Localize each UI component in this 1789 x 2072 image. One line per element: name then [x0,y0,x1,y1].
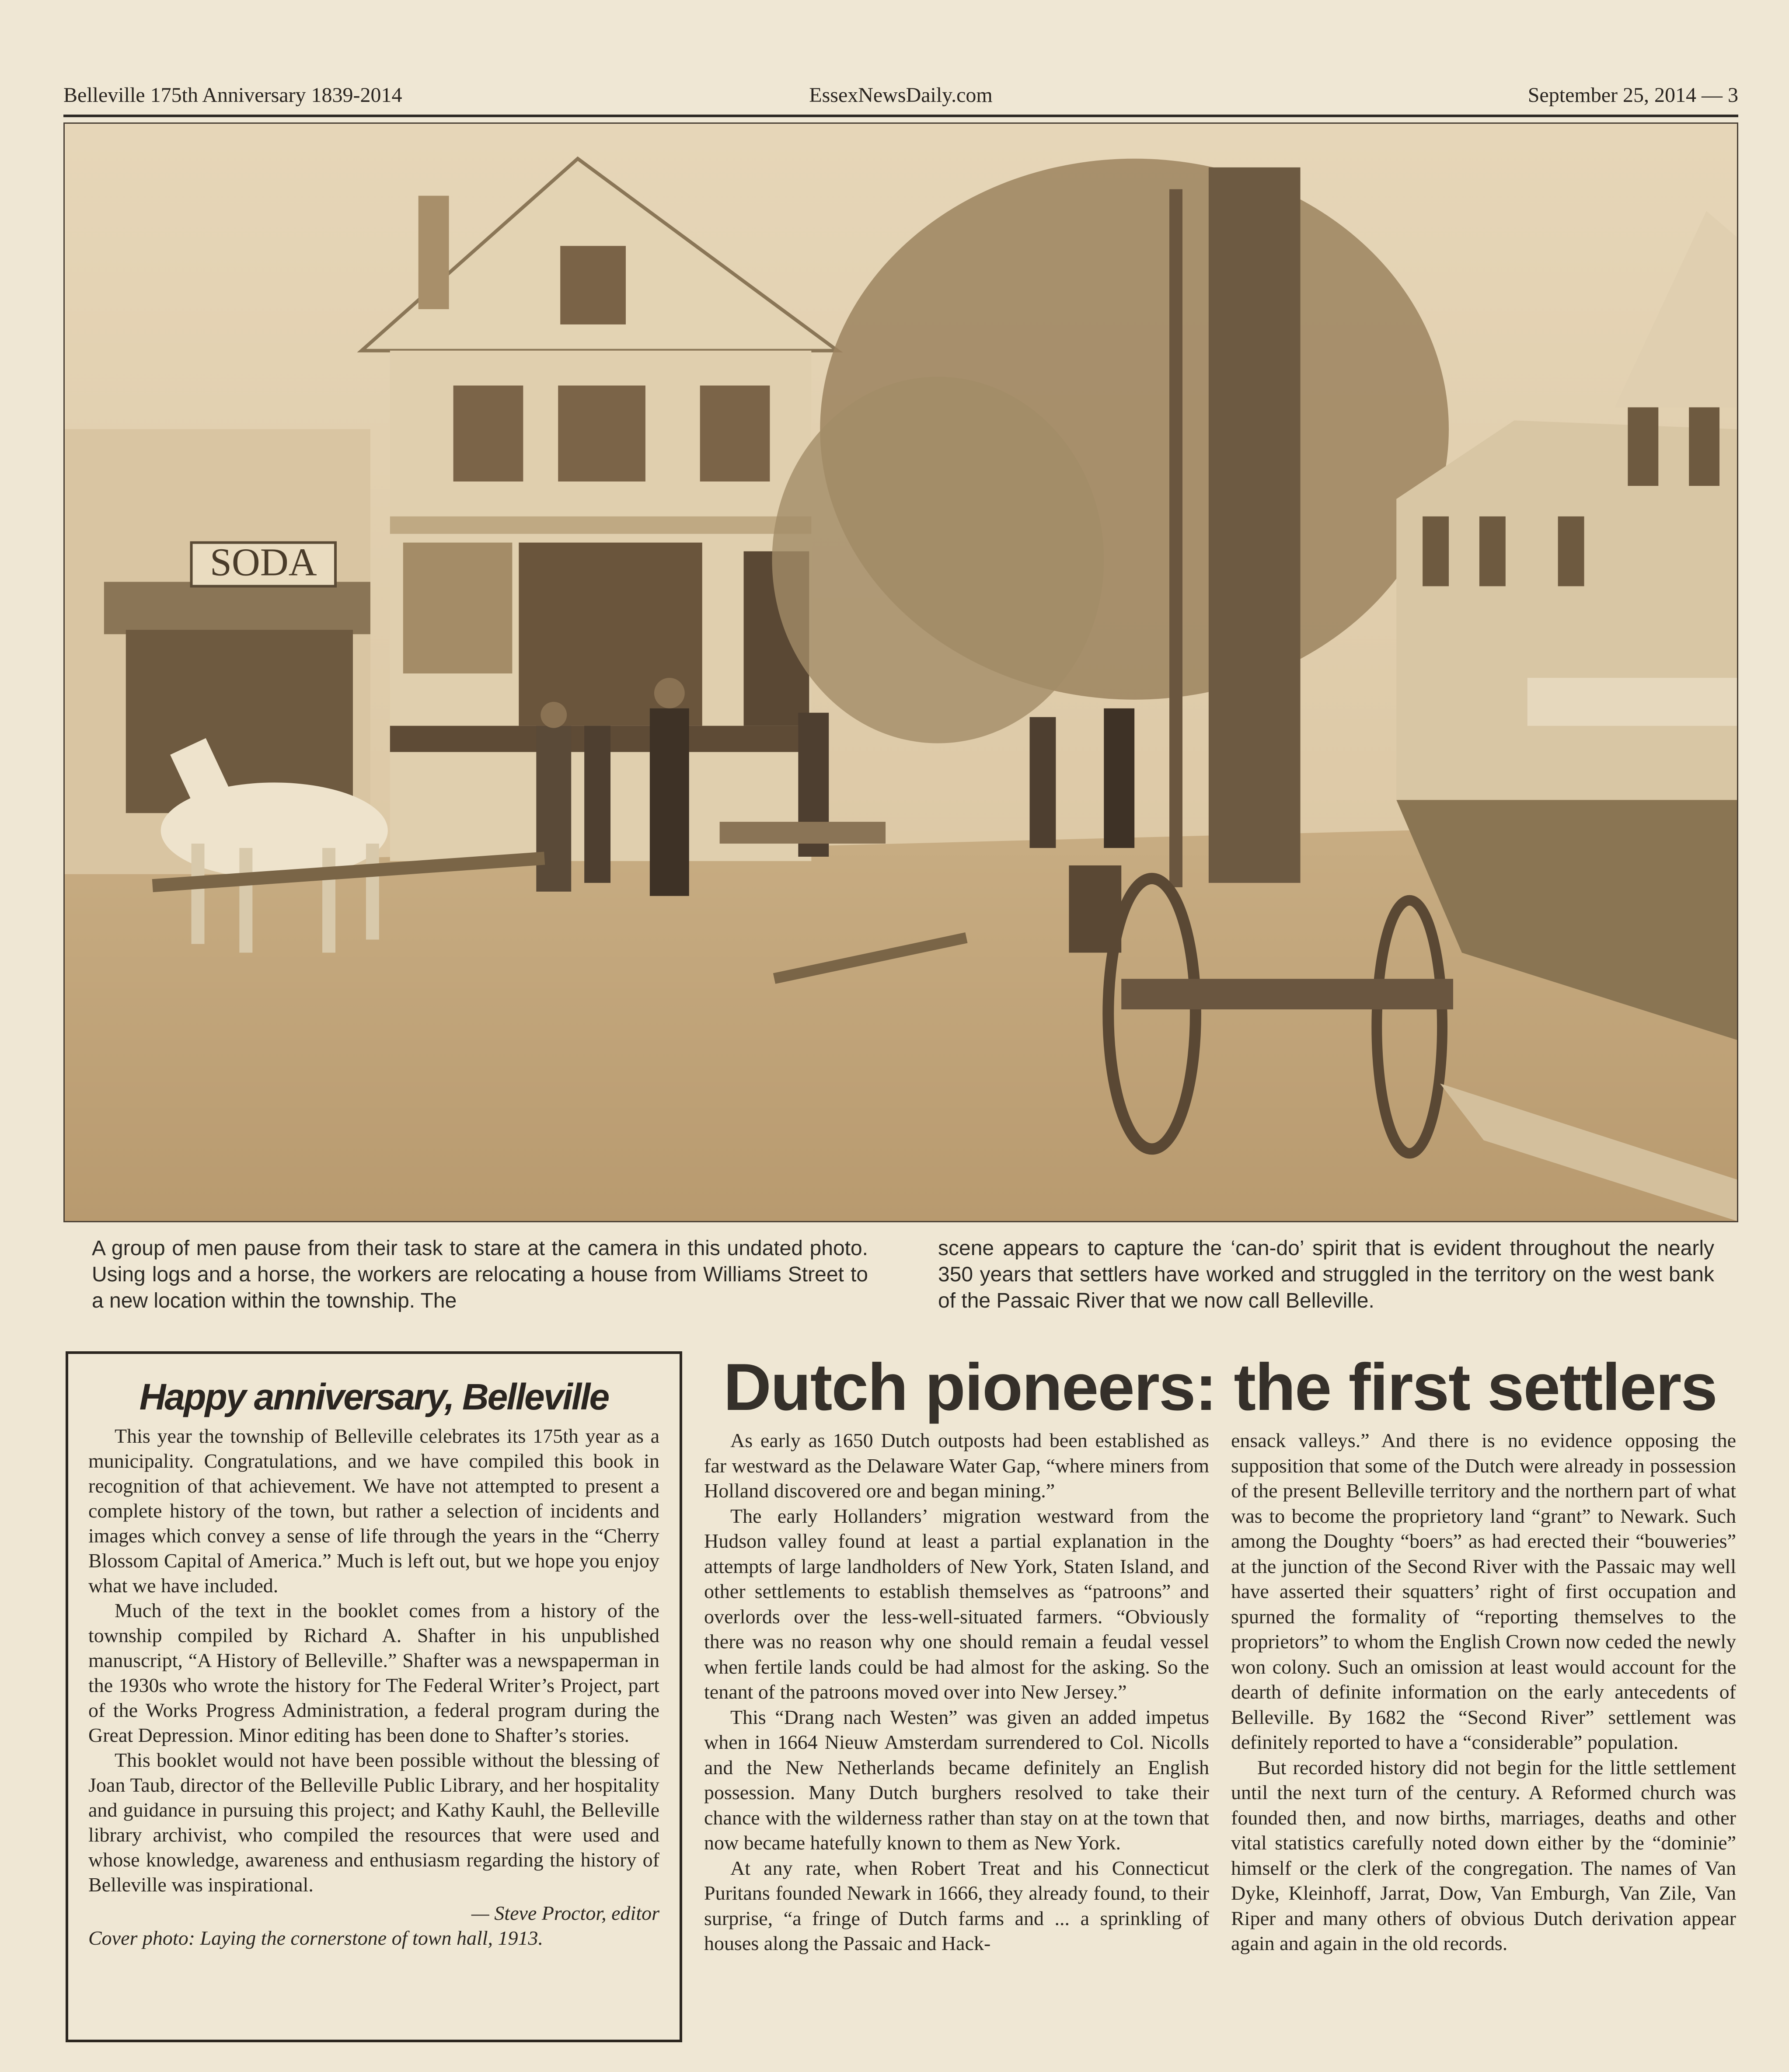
article-paragraph: At any rate, when Robert Treat and his Connecticut Puritans founded Newark in 1666, they already found, to their surprise, “a fringe of Dutch farms and ... a sprinkling of houses along the Passaic and Hack- [704,1856,1209,1954]
box-paragraph: Much of the text in the booklet comes from a history of the township compiled by Richard A. Shafter in his unpublished manuscript, “A History of Belleville.” Shafter was a newspaperman in the 1930s who wrote the history for The Federal Writer’s Project, part of the Works Progress Administration, a federal program during the Great Depression. Minor editing has been done to Shafter’s stories. [88,1599,659,1746]
cover-photo-note: Cover photo: Laying the cornerstone of town hall, 1913. [88,1927,544,1949]
caption-left: A group of men pause from their task to stare at the camera in this undated photo. Using logs and a horse, the workers are relocating a house from Williams Street to a new location within the township. The [92,1237,868,1312]
editor-signature: — Steve Proctor, editor [471,1902,659,1924]
article-column-2 [1231,1428,1736,1956]
box-paragraph: This booklet would not have been possible without the blessing of Joan Taub, director of the Belleville Public Library, and her hospitality and guidance in pursuing this project; and Kathy Kauhl, the Belleville library archivist, who compiled the resources that were used and whose knowledge, awareness and enthusiasm regarding the history of Belleville was inspirational. [88,1749,659,1896]
editor-note-box [66,1351,682,2042]
article-paragraph: As early as 1650 Dutch outposts had been established as far westward as the Delaware Water Gap, “where miners from Holland discovered ore and began mining.” [704,1429,1209,1502]
article-paragraph: But recorded history did not begin for the little settlement until the next turn of the century. A Reformed church was founded then, and now births, marriages, deaths and other vital statistics carefully noted down either by the “dominie” himself or the clerk of the congregation. The names of Van Dyke, Kleinhoff, Jarrat, Dow, Van Emburgh, Van Zile, Van Riper and many others of obvious Dutch derivation appear again and again in the old records. [1231,1756,1736,1954]
caption-right: scene appears to capture the ‘can-do’ spirit that is evident throughout the nearly 350 years that settlers have worked and struggled in the territory on the west bank of the Passaic River that we now call Belleville. [938,1237,1714,1312]
page-header [63,83,1738,114]
soda-sign: SODA [209,541,317,584]
historic-photo [63,122,1738,1222]
header-website: EssexNewsDaily.com [809,84,993,107]
header-rule [63,115,1738,117]
box-title: Happy anniversary, Belleville [139,1376,609,1417]
article-paragraph: ensack valleys.” And there is no evidence opposing the supposition that some of the Dutch were already in possession of the present Belleville territory and the northern part of what was to become the proprietory land “grant” to Newark. Such among the Doughty “boers” as had erected their “bouweries” at the junction of the Second River with the Passaic may well have asserted their squatters’ right of first occupation and spurned the formality of “reporting themselves to the proprietors” to whom the English Crown now ceded the newly won colony. Such an omission at least would account for the dearth of definite information on the early antecedents of Belleville. By 1682 the “Second River” settlement was definitely reported to have a “considerable” population. [1231,1429,1736,1753]
header-section-title: Belleville 175th Anniversary 1839-2014 [63,84,402,107]
article-headline: Dutch pioneers: the first settlers [723,1350,1717,1424]
article-paragraph: This “Drang nach Westen” was given an added impetus when in 1664 Nieuw Amsterdam surrendered to Col. Nicolls and the New Netherlands became definitely an English possession. Many Dutch burghers resolved to take their chance with the wilderness rather than stay on at the town that now became hatefully known to them as New York. [704,1706,1209,1854]
article-column-1 [704,1428,1209,1956]
header-date-page: September 25, 2014 — 3 [1527,84,1738,107]
article-paragraph: The early Hollanders’ migration westward from the Hudson valley found at least a partial explanation in the attempts of large landholders of New York, Staten Island, and other settlements to establish themselves as “patroons” and overlords over the less-well-situated farmers. “Obviously there was no reason why one should remain a feudal vessel when fertile lands could be had almost for the asking. So the tenant of the patroons moved over into New Jersey.” [704,1504,1209,1703]
box-paragraph: This year the township of Belleville celebrates its 175th year as a municipality. Congratulations, and we have compiled this book in recognition of that achievement. We have not attempted to present a complete history of the town, but rather a selection of incidents and images which convey a sense of life through the years in the “Cherry Blossom Capital of America.” Much is left out, but we hope you enjoy what we have included. [88,1425,659,1597]
